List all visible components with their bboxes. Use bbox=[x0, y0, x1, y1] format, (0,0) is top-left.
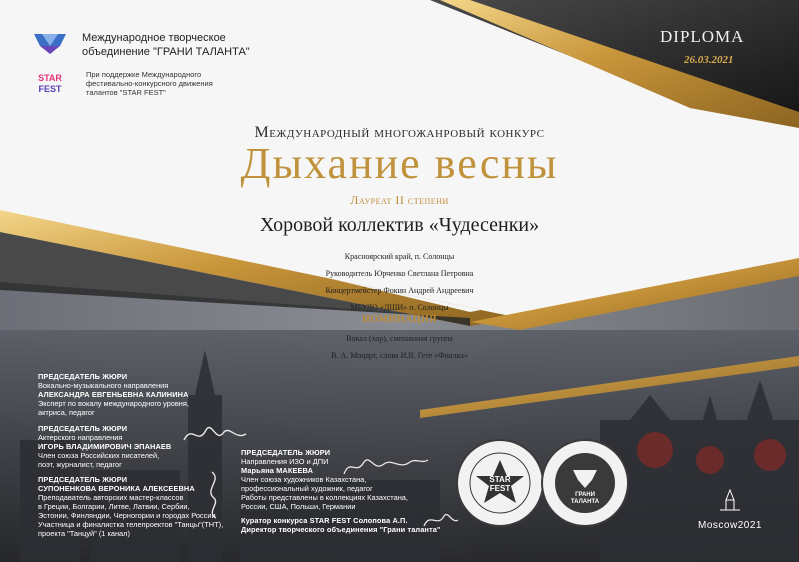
star-fest-seal bbox=[455, 438, 545, 528]
jury-desc: Эстонии, Финляндии, Черногории и городах России bbox=[38, 511, 216, 520]
kremlin-icon bbox=[700, 488, 760, 512]
jury-desc: профессиональный художник, педагог bbox=[241, 484, 373, 493]
curator-line: Куратор конкурса STAR FEST Солопова А.П. bbox=[241, 516, 408, 525]
jury-desc: Работы представлены в коллекциях Казахстана, bbox=[241, 493, 408, 502]
jury-desc: актриса, педагог bbox=[38, 408, 95, 417]
jury-desc: Эксперт по вокалу международного уровня, bbox=[38, 399, 189, 408]
participant-accompanist: Концертмейстер Фокин Андрей Андреевич bbox=[325, 286, 474, 295]
star-fest-logo bbox=[34, 70, 66, 98]
support-line-1: При поддержке Международного bbox=[86, 70, 202, 79]
contest-name: Дыхание весны bbox=[240, 139, 559, 188]
award-level: Лауреат II степени bbox=[350, 193, 449, 207]
signature-suponenkova bbox=[200, 470, 230, 520]
organizer-name bbox=[82, 31, 250, 59]
signature-solopova bbox=[420, 508, 460, 532]
repertoire: В. А. Моцарт, слова И.В. Гете «Фиалка» bbox=[331, 351, 468, 360]
seal-fest-text: FEST bbox=[489, 484, 511, 493]
seal-talanta-text: ТАЛАНТА bbox=[570, 499, 600, 505]
jury-area: Вокально-музыкального направления bbox=[38, 381, 169, 390]
issue-date: 26.03.2021 bbox=[684, 54, 734, 66]
contest-title: Международный многожанровый конкурс bbox=[254, 124, 545, 141]
jury-name: АЛЕКСАНДРА ЕВГЕНЬЕВНА КАЛИНИНА bbox=[38, 390, 189, 399]
jury-desc: Член союза художников Казахстана, bbox=[241, 475, 367, 484]
jury-area: Актерского направления bbox=[38, 433, 123, 442]
svg-text:STAR: STAR bbox=[38, 73, 62, 83]
jury-role: ПРЕДСЕДАТЕЛЬ ЖЮРИ bbox=[38, 424, 128, 433]
jury-desc: проекта "Танцуй" (1 канал) bbox=[38, 529, 130, 538]
moscow-year: Moscow2021 bbox=[698, 520, 762, 531]
jury-role: ПРЕДСЕДАТЕЛЬ ЖЮРИ bbox=[241, 448, 331, 457]
nomination-value: Вокал (хор), смешанная группа bbox=[346, 334, 453, 343]
jury-name: ИГОРЬ ВЛАДИМИРОВИЧ ЭПАНАЕВ bbox=[38, 442, 172, 451]
jury-desc: Преподаватель авторских мастер-классов bbox=[38, 493, 184, 502]
jury-member-1 bbox=[38, 372, 218, 417]
jury-area: Направления ИЗО и ДПИ bbox=[241, 457, 329, 466]
jury-name: СУПОНЕНКОВА ВЕРОНИКА АЛЕКСЕЕВНА bbox=[38, 484, 195, 493]
organizer-line-1: Международное творческое bbox=[82, 32, 226, 44]
participant-location: Красноярский край, п. Солонцы bbox=[344, 252, 455, 261]
participant-name: Хоровой коллектив «Чудесенки» bbox=[259, 214, 540, 236]
participant-details bbox=[0, 248, 799, 316]
jury-desc: Участница и финалистка телепроектов "Танцы"(ТНТ), bbox=[38, 520, 224, 529]
grani-talanta-logo bbox=[30, 30, 70, 56]
svg-text:FEST: FEST bbox=[38, 84, 62, 94]
jury-role: ПРЕДСЕДАТЕЛЬ ЖЮРИ bbox=[38, 372, 128, 381]
jury-name: Марьяна МАКЕЕВА bbox=[241, 466, 314, 475]
signature-makeeva bbox=[340, 452, 430, 482]
jury-desc: Член союза Российских писателей, bbox=[38, 451, 160, 460]
organizer-line-2: объединение "ГРАНИ ТАЛАНТА" bbox=[82, 46, 250, 58]
seal-grani-text: ГРАНИ bbox=[575, 492, 595, 498]
support-line-2: фестивально-конкурсного движения bbox=[86, 79, 213, 88]
nomination-details bbox=[0, 330, 799, 364]
support-line-3: талантов "STAR FEST" bbox=[86, 88, 166, 97]
support-note bbox=[86, 70, 256, 97]
grani-talanta-seal bbox=[540, 438, 630, 528]
signature-kalinina bbox=[180, 420, 250, 450]
director-line: Директор творческого объединения "Грани таланта" bbox=[241, 525, 441, 534]
nomination-heading: НОМИНАЦИЯ bbox=[361, 314, 438, 325]
seal-star-text: STAR bbox=[489, 475, 511, 484]
participant-director: Руководитель Юрченко Светлана Петровна bbox=[325, 269, 474, 278]
jury-desc: в Греции, Болгарии, Литве, Латвии, Сербии, bbox=[38, 502, 190, 511]
jury-desc: поэт, журналист, педагог bbox=[38, 460, 122, 469]
participant-school: МБУДО «ДШИ» п. Солонцы bbox=[350, 303, 449, 312]
jury-desc: России, США, Польши, Германии bbox=[241, 502, 356, 511]
jury-role: ПРЕДСЕДАТЕЛЬ ЖЮРИ bbox=[38, 475, 128, 484]
diploma-label: DIPLOMA bbox=[660, 27, 745, 46]
